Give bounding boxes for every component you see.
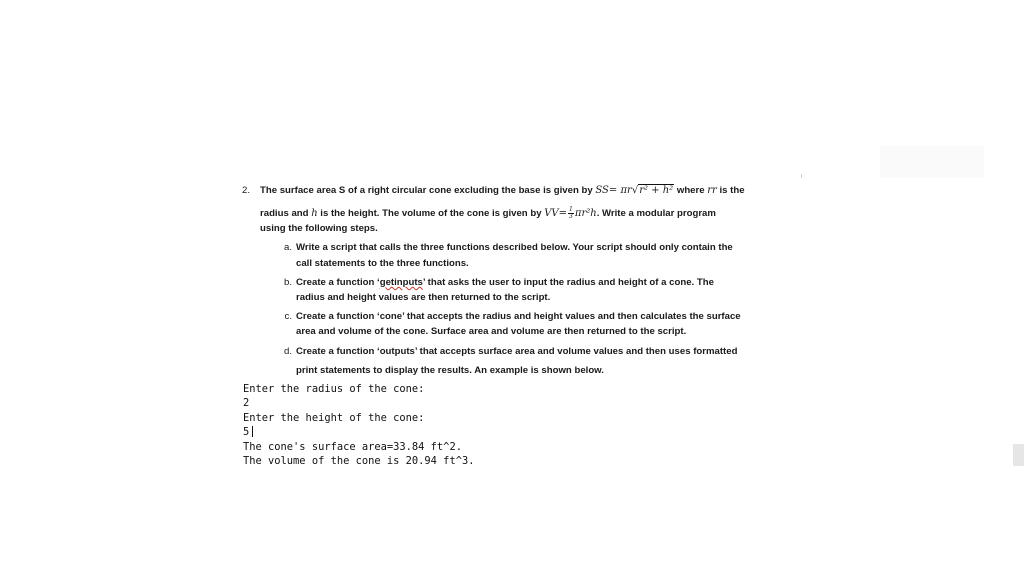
step-b-text-1b: ’ that asks the user to input the radius and height of a cone. The	[422, 277, 714, 288]
console-line: Enter the radius of the cone:	[243, 383, 425, 395]
step-a-line-1: Write a script that calls the three functions described below. Your script should only contain the	[296, 242, 733, 253]
intro-line-2	[260, 207, 716, 220]
step-d-line-1: Create a function ‘outputs’ that accepts surface area and volume values and then uses formatted	[296, 346, 738, 357]
step-a-letter: a.	[283, 242, 292, 253]
header-box	[880, 146, 984, 178]
formula-surface-area	[595, 184, 674, 196]
intro-text-1b: where	[674, 185, 708, 196]
intro-text-2c: . Write a modular program	[596, 208, 716, 219]
console-line: Enter the height of the cone:	[243, 411, 425, 424]
fraction-numerator: 1	[569, 206, 573, 213]
step-b-letter: b.	[283, 277, 292, 288]
console-input-value: 5	[243, 426, 250, 439]
formula-rr: rr	[707, 185, 717, 196]
console-line: The cone's surface area=33.84 ft^2.	[243, 440, 462, 453]
formula-ss: SS	[595, 185, 609, 196]
scrollbar-thumb[interactable]	[1013, 444, 1024, 466]
fraction-one-third	[568, 207, 574, 220]
formula-h: h	[311, 208, 318, 219]
formula-pi-r2-h: πr²h	[574, 208, 597, 219]
ruler-tick	[801, 174, 802, 178]
intro-text-2b: is the height. The volume of the cone is given by	[317, 208, 545, 219]
function-name-getinputs: getinputs	[379, 277, 423, 288]
intro-text-1a: The surface area S of a right circular cone excluding the base is given by	[260, 185, 596, 196]
console-output	[243, 382, 474, 468]
console-line: 2	[243, 397, 250, 410]
formula-vv: VV	[544, 208, 559, 219]
sqrt-icon: √	[631, 185, 639, 196]
intro-line-1	[260, 185, 745, 197]
text-cursor	[252, 426, 253, 437]
intro-line-3: using the following steps.	[260, 223, 378, 234]
intro-text-1c: is the	[716, 185, 745, 196]
step-d-letter: d.	[283, 346, 292, 357]
formula-eq-2: =	[558, 208, 568, 219]
formula-pi-r: πr	[620, 185, 632, 196]
intro-text-2a: radius and	[260, 208, 312, 219]
question-number: 2.	[242, 185, 251, 196]
console-line: The volume of the cone is 20.94 ft^3.	[243, 454, 475, 467]
formula-eq: =	[608, 185, 621, 196]
formula-radicand: r² + h²	[639, 185, 674, 196]
step-c-line-2: area and volume of the cone. Surface area and volume are then returned to the script.	[296, 326, 687, 337]
step-a-line-2: call statements to the three functions.	[296, 258, 469, 269]
step-d-line-2: print statements to display the results. An example is shown below.	[296, 365, 604, 376]
console-input-line[interactable]	[243, 425, 474, 439]
step-b-line-1	[296, 277, 714, 289]
fraction-denominator: 3	[569, 213, 573, 220]
step-b-text-1a: Create a function ‘	[296, 277, 380, 288]
step-b-line-2: radius and height values are then returned to the script.	[296, 292, 551, 303]
formula-volume	[544, 208, 596, 219]
step-c-letter: c.	[284, 311, 292, 322]
step-c-line-1: Create a function ‘cone’ that accepts the radius and height values and then calculates the surface	[296, 311, 741, 322]
